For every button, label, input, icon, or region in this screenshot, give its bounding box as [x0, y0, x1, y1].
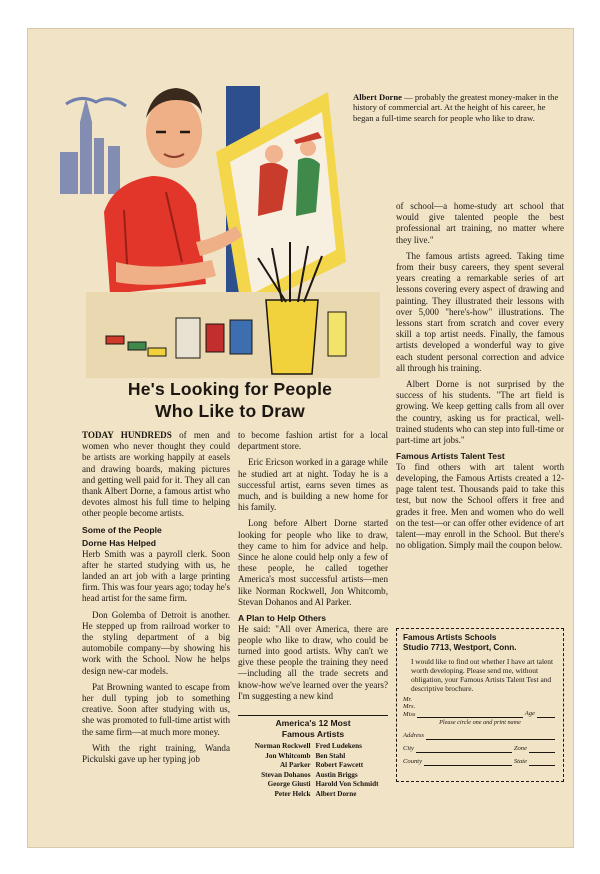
lead-in: TODAY HUNDREDS — [82, 430, 172, 440]
paragraph: Pat Browning wanted to escape from her dull typing job to something creative. Soon after studying with us, she was promoted to full-time artist with the same firm—at much more money. — [82, 681, 230, 737]
address-label: Address — [403, 732, 425, 740]
artists-title-line-1: America's 12 Most — [275, 718, 351, 728]
paragraph: Albert Dorne is not surprised by the success of his students. "The art field is growing. We keep getting calls from all over the country, asking us for practical, well-trained students who can step into full-time or part-time art jobs." — [396, 379, 564, 446]
paragraph: Eric Ericson worked in a garage while he studied art at night. Today he is a successful artist, earns seven times as much, and is building a new home for his family. — [238, 457, 388, 513]
paragraph-text: of men and women who never thought they could be artists are working happily at easels and drawing boards, making pictures and getting well paid for it. They all can thank Albert Dorne, a famous artist who devotes almost his full time to helping other people become artists. — [82, 430, 230, 519]
paragraph: To find others with art talent worth developing, the Famous Artists created a 12-page talent test. Thousands paid to take this test, but now the School offers it free and grades it free. Men and women who do well on the test—or can offer other evidence of art talent—may enroll in the School. But there's no obligation. Simply mail the coupon below. — [396, 461, 564, 551]
subhead: A Plan to Help Others — [238, 613, 327, 624]
paragraph — [82, 430, 230, 520]
name-field[interactable] — [403, 696, 557, 718]
subhead: Dorne Has Helped — [82, 538, 157, 549]
mail-coupon[interactable] — [396, 628, 564, 782]
zone-label: Zone — [513, 745, 527, 753]
address-field[interactable] — [403, 731, 557, 740]
headline — [80, 378, 380, 422]
artist-name: George Giusti — [267, 780, 311, 789]
county-state-field[interactable] — [403, 757, 557, 766]
artist-name: Stevan Dohanos — [261, 770, 311, 779]
paragraph: of school—a home-study art school that would give talented people the best professional art training, no matter where they live." — [396, 201, 564, 245]
mrs-label: Mrs. — [403, 703, 416, 711]
artists-list — [238, 742, 388, 800]
illustration-caption — [353, 92, 563, 123]
artist-name: Ben Stahl — [315, 751, 346, 760]
artists-title-line-2: Famous Artists — [281, 728, 345, 739]
artist-name: Austin Briggs — [315, 770, 358, 779]
headline-line-1: He's Looking for People — [127, 379, 333, 399]
coupon-school-name: Famous Artists Schools — [403, 633, 497, 642]
mr-label: Mr. — [403, 696, 412, 703]
paragraph: He said: "All over America, there are people who like to draw, who could be turned into good artists. Why can't we give these people the training they need—including all the trade secrets and know-how we've learned over the years? I'm suggesting a new kind — [238, 623, 388, 701]
subhead: Famous Artists Talent Test — [396, 451, 505, 462]
caption-text: — probably the greatest money-maker in the history of commercial art. At the height of his career, he began a full-time search for people who like to draw. — [353, 92, 559, 123]
city-zone-field[interactable] — [403, 744, 557, 753]
artist-name: Albert Dorne — [315, 789, 357, 798]
county-label: County — [403, 758, 423, 766]
paragraph: Don Golemba of Detroit is another. He stepped up from railroad worker to the styling department of a big automobile company—by showing his work with the School. Now he helps design new-car models. — [82, 609, 230, 676]
coupon-body: I would like to find out whether I have art talent worth developing. Please send me, without obligation, your Famous Artists Talent Test and descriptive brochure. — [411, 657, 554, 693]
paragraph: Herb Smith was a payroll clerk. Soon after he started studying with us, he landed an art job with a large printing firm. This was four years ago; today he's head artist for the same firm. — [82, 548, 230, 604]
artist-name: Norman Rockwell — [254, 742, 311, 750]
paragraph: The famous artists agreed. Taking time from their busy careers, they spent several years creating a remarkable series of art lessons covering every aspect of drawing and painting. They illustrated their lessons with over 5,000 "here's-how" illustrations. The lessons start from scratch and cover every skill a top artist needs. Finally, the famous artists developed a wonderful way to give each student personal correction and advice all through his training. — [396, 250, 564, 373]
miss-label: Miss — [403, 710, 416, 718]
artist-name: Al Parker — [279, 761, 311, 770]
column-2 — [238, 430, 388, 707]
name-instruction: Please circle one and print name — [439, 719, 521, 727]
famous-artists-box — [238, 715, 388, 800]
state-label: State — [513, 758, 527, 766]
artist-name: Peter Helck — [274, 789, 311, 798]
column-1 — [82, 430, 230, 770]
artists-title — [238, 715, 388, 739]
artist-name: Harold Von Schmidt — [315, 780, 379, 789]
caption-name: Albert Dorne — [353, 92, 402, 102]
column-3 — [396, 201, 564, 556]
coupon-address: Studio 7713, Westport, Conn. — [403, 643, 517, 652]
artist-name: Jon Whitcomb — [265, 751, 311, 760]
city-label: City — [403, 745, 414, 753]
artist-name: Fred Ludekens — [315, 742, 362, 750]
headline-line-2: Who Like to Draw — [154, 401, 305, 421]
artist-illustration — [46, 62, 380, 378]
age-label: Age — [524, 710, 535, 718]
paragraph: With the right training, Wanda Pickulski gave up her typing job — [82, 742, 230, 765]
subhead: Some of the People — [82, 524, 162, 535]
paragraph: Long before Albert Dorne started looking for people who like to draw, they came to him for advice and help. Since he alone could help only a few of these people, he called together America's most successful artists—men like Norman Rockwell, Jon Whitcomb, Stevan Dohanos and Al Parker. — [238, 518, 388, 607]
artist-name: Robert Fawcett — [315, 761, 364, 770]
paragraph: to become fashion artist for a local department store. — [238, 430, 388, 452]
